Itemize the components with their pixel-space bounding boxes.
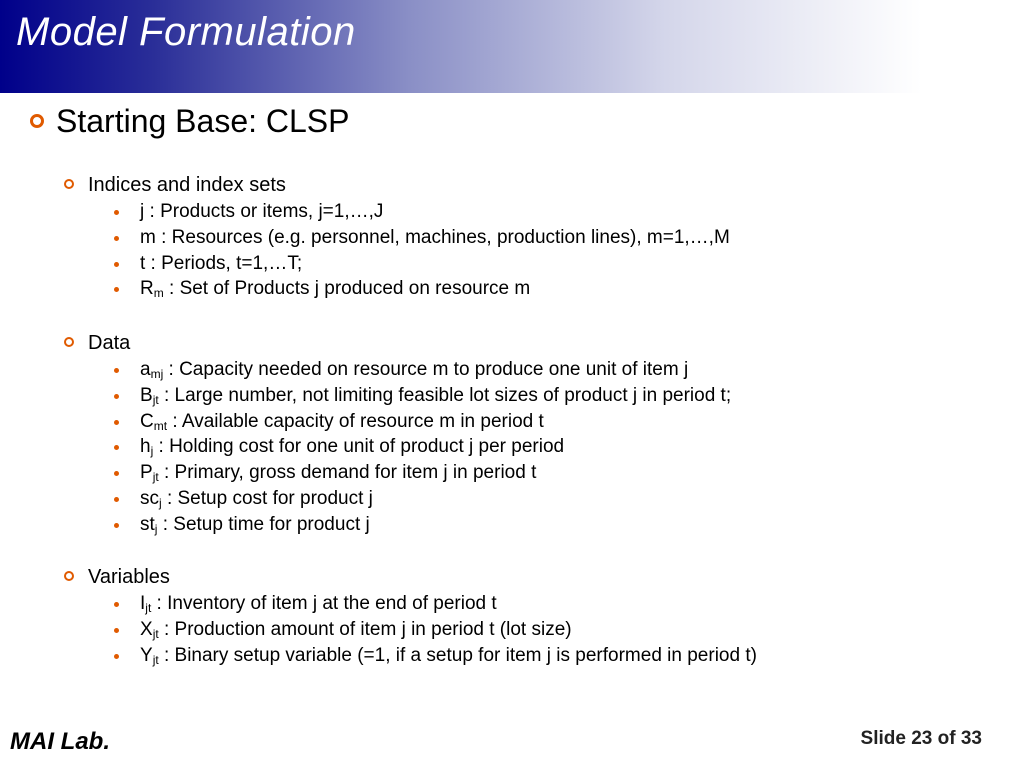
ring-bullet-icon — [30, 114, 44, 128]
dot-bullet-icon — [114, 497, 119, 502]
subscript: m — [153, 286, 164, 301]
footer-lab-name: MAI Lab. — [10, 728, 110, 755]
dot-bullet-icon — [114, 420, 119, 425]
dot-bullet-icon — [114, 471, 119, 476]
symbol: I — [140, 593, 146, 614]
title-bar — [0, 0, 1024, 93]
definition: : Large number, not limiting feasible lot sizes of product j in period t; — [158, 384, 732, 406]
symbol: a — [140, 359, 151, 380]
dot-bullet-icon — [114, 287, 119, 292]
dot-bullet-icon — [114, 654, 119, 659]
dot-bullet-icon — [114, 628, 119, 633]
definition: : Products or items, j=1,…,J — [144, 201, 384, 222]
symbol: j — [140, 201, 145, 222]
definition: : Periods, t=1,…T; — [145, 252, 303, 274]
symbol: st — [140, 513, 155, 535]
dot-bullet-icon — [114, 236, 119, 241]
subscript: jt — [152, 626, 159, 641]
list-item — [116, 225, 730, 251]
subscript: jt — [152, 470, 159, 485]
definition: : Setup time for product j — [157, 513, 370, 535]
symbol: h — [140, 436, 151, 458]
definition: : Set of Products j produced on resource m — [163, 278, 531, 300]
section-indices — [64, 174, 286, 197]
symbol: B — [140, 384, 153, 406]
dot-bullet-icon — [114, 523, 119, 528]
list-item — [116, 617, 757, 643]
slide-heading — [30, 103, 349, 140]
slide-number: Slide 23 of 33 — [860, 728, 982, 749]
symbol: sc — [140, 487, 159, 509]
section-title: Data — [88, 332, 131, 354]
definition: : Setup cost for product j — [161, 487, 373, 509]
list-data — [116, 357, 731, 538]
symbol: X — [140, 618, 153, 640]
definition: : Resources (e.g. personnel, machines, production lines), m=1,…,M — [155, 226, 730, 248]
list-item — [116, 199, 730, 225]
symbol: R — [140, 278, 154, 300]
subscript: jt — [145, 601, 152, 615]
section-data — [64, 332, 130, 355]
list-item — [116, 643, 757, 669]
dot-bullet-icon — [114, 394, 119, 399]
definition: : Holding cost for one unit of product j per period — [153, 436, 565, 458]
list-variables — [116, 591, 757, 668]
ring-bullet-icon — [64, 337, 74, 347]
definition: : Binary setup variable (=1, if a setup for item j is performed in period t) — [158, 644, 757, 666]
symbol: m — [140, 226, 156, 248]
ring-bullet-icon — [64, 571, 74, 581]
definition: : Inventory of item j at the end of period t — [151, 593, 497, 614]
list-item — [116, 512, 731, 538]
list-item — [116, 486, 731, 512]
ring-bullet-icon — [64, 179, 74, 189]
definition: : Primary, gross demand for item j in period t — [158, 462, 537, 484]
section-title: Variables — [88, 566, 170, 588]
definition: : Production amount of item j in period t (lot size) — [158, 618, 572, 640]
subscript: mj — [150, 367, 164, 381]
heading-text: Starting Base: CLSP — [56, 103, 350, 139]
section-title: Indices and index sets — [88, 174, 286, 196]
section-variables — [64, 566, 170, 589]
subscript: mt — [153, 418, 168, 433]
subscript: j — [154, 521, 158, 536]
symbol: C — [140, 410, 154, 432]
list-item — [116, 591, 757, 617]
list-item — [116, 460, 731, 486]
subscript: jt — [152, 392, 159, 407]
list-item — [116, 434, 731, 460]
dot-bullet-icon — [114, 368, 119, 373]
subscript: j — [150, 444, 154, 459]
dot-bullet-icon — [114, 445, 119, 450]
dot-bullet-icon — [114, 210, 119, 215]
list-item — [116, 357, 731, 383]
definition: : Capacity needed on resource m to produce one unit of item j — [163, 359, 689, 380]
slide-title: Model Formulation — [16, 10, 356, 54]
list-item — [116, 276, 730, 302]
subscript: jt — [152, 652, 159, 667]
list-item — [116, 251, 730, 277]
subscript: j — [159, 495, 162, 510]
symbol: Y — [140, 644, 153, 666]
list-item — [116, 383, 731, 409]
list-item — [116, 409, 731, 435]
list-indices — [116, 199, 730, 302]
symbol: P — [140, 462, 153, 484]
dot-bullet-icon — [114, 602, 119, 607]
symbol: t — [140, 252, 146, 274]
dot-bullet-icon — [114, 262, 119, 267]
definition: : Available capacity of resource m in period t — [167, 410, 544, 432]
